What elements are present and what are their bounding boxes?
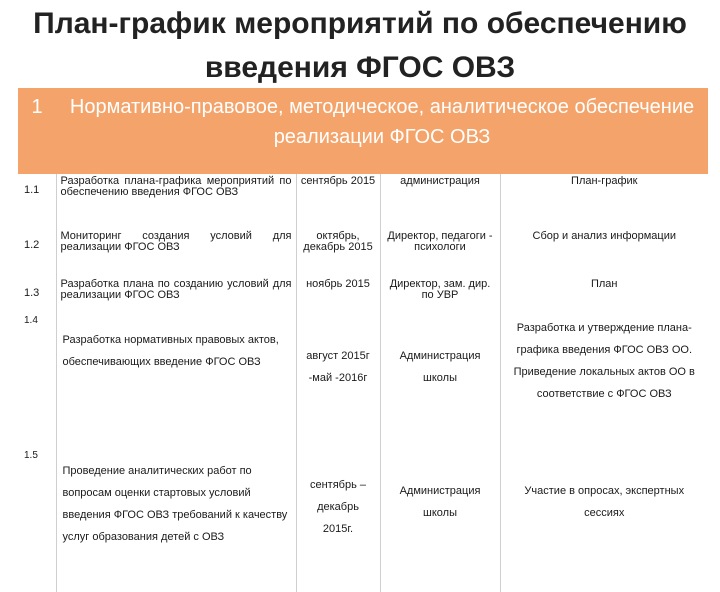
table-row: [18, 315, 708, 450]
row-number: 1.3: [24, 287, 40, 299]
row-date: ноябрь 2015: [296, 277, 380, 315]
page-title: План-график мероприятий по обеспечению введения ФГОС ОВЗ: [33, 7, 687, 84]
row-responsible: администрация: [380, 174, 500, 229]
row-number: 1.1: [24, 184, 40, 196]
row-number: 1.4: [24, 315, 38, 326]
row-activity: Проведение аналитических работ по вопросам оценки стартовых условий введения ФГОС ОВЗ требований к качеству услуг образования детей с ОВЗ: [56, 450, 296, 592]
row-result: Участие в опросах, экспертных сессиях: [500, 450, 708, 592]
section-heading: Нормативно-правовое, методическое, аналитическое обеспечение реализации ФГОС ОВЗ: [56, 88, 708, 174]
row-number: 1.5: [24, 450, 38, 461]
row-date: сентябрь – декабрь 2015г.: [296, 450, 380, 592]
table-row: [18, 277, 708, 315]
section-header-row: [18, 88, 708, 174]
row-responsible: Администрация школы: [380, 450, 500, 592]
row-result: Разработка и утверждение плана-графика введения ФГОС ОВЗ ОО. Приведение локальных актов ОО в соответствие с ФГОС ОВЗ: [500, 315, 708, 450]
row-number: 1.2: [24, 239, 40, 251]
row-date: август 2015г -май -2016г: [296, 315, 380, 450]
row-activity: Разработка плана по созданию условий для реализации ФГОС ОВЗ: [56, 277, 296, 315]
row-responsible: Директор, педагоги - психологи: [380, 229, 500, 277]
row-responsible: Администрация школы: [380, 315, 500, 450]
table-row: [18, 229, 708, 277]
row-result: План: [500, 277, 708, 315]
table-row: [18, 174, 708, 229]
row-date: сентябрь 2015: [296, 174, 380, 229]
table-row: [18, 450, 708, 592]
row-activity: Мониторинг создания условий для реализации ФГОС ОВЗ: [56, 229, 296, 277]
plan-table: [18, 88, 708, 592]
row-result: Сбор и анализ информации: [500, 229, 708, 277]
row-result: План-график: [500, 174, 708, 229]
row-responsible: Директор, зам. дир. по УВР: [380, 277, 500, 315]
row-date: октябрь, декабрь 2015: [296, 229, 380, 277]
section-number: 1: [18, 88, 56, 174]
row-activity: Разработка нормативных правовых актов, обеспечивающих введение ФГОС ОВЗ: [56, 315, 296, 450]
row-activity: Разработка плана-графика мероприятий по обеспечению введения ФГОС ОВЗ: [56, 174, 296, 229]
plan-table-container: [18, 88, 708, 592]
